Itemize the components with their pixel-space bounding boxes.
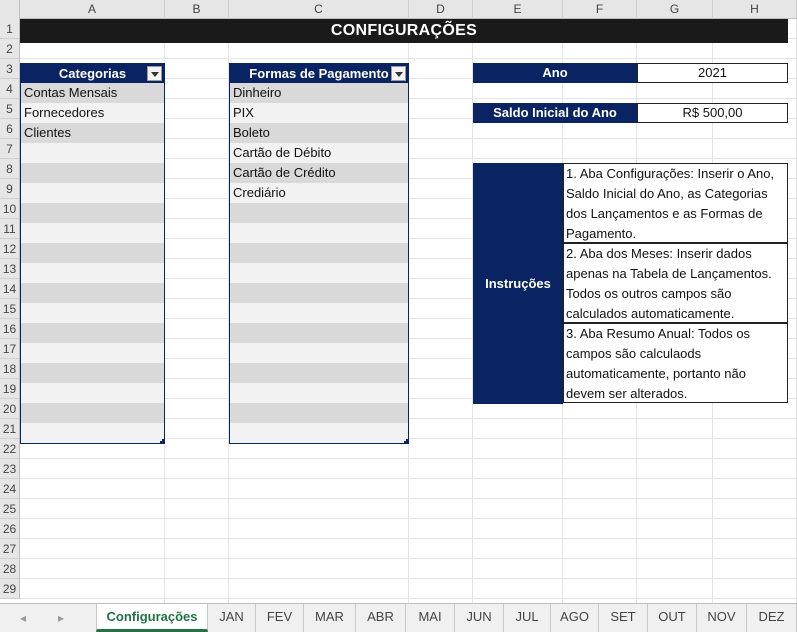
pagamento-row[interactable] — [229, 263, 409, 283]
row-header-25[interactable]: 25 — [0, 499, 20, 519]
pagamento-row[interactable] — [229, 403, 409, 423]
pagamento-row[interactable]: Cartão de Crédito — [229, 163, 409, 183]
row-header-2[interactable]: 2 — [0, 39, 20, 59]
row-header-3[interactable]: 3 — [0, 59, 20, 79]
tab-mar[interactable]: MAR — [304, 604, 356, 632]
categorias-row[interactable]: Clientes — [20, 123, 165, 143]
tab-abr[interactable]: ABR — [356, 604, 406, 632]
column-header-e[interactable]: E — [473, 0, 563, 19]
tab-jan[interactable]: JAN — [208, 604, 256, 632]
table-resize-handle-icon[interactable] — [404, 439, 408, 443]
formas-pagamento-header[interactable] — [229, 63, 409, 83]
row-header-28[interactable]: 28 — [0, 559, 20, 579]
row-header-16[interactable]: 16 — [0, 319, 20, 339]
categorias-row[interactable] — [20, 383, 165, 403]
scroll-left-icon[interactable]: ◂ — [20, 611, 27, 625]
column-header-c[interactable]: C — [229, 0, 409, 19]
ano-value-cell[interactable]: 2021 — [637, 63, 788, 83]
pagamento-row[interactable]: PIX — [229, 103, 409, 123]
categorias-row[interactable] — [20, 143, 165, 163]
tab-jun[interactable]: JUN — [455, 604, 504, 632]
table-bottom-border — [20, 443, 165, 444]
column-header-f[interactable]: F — [563, 0, 637, 19]
categorias-row[interactable] — [20, 363, 165, 383]
row-header-17[interactable]: 17 — [0, 339, 20, 359]
pagamento-row[interactable] — [229, 323, 409, 343]
categorias-row[interactable] — [20, 243, 165, 263]
tab-nov[interactable]: NOV — [697, 604, 747, 632]
categorias-row[interactable] — [20, 203, 165, 223]
pagamento-row[interactable] — [229, 203, 409, 223]
row-header-18[interactable]: 18 — [0, 359, 20, 379]
column-header-g[interactable]: G — [637, 0, 713, 19]
pagamento-row[interactable] — [229, 243, 409, 263]
categorias-row[interactable]: Contas Mensais — [20, 83, 165, 103]
row-header-9[interactable]: 9 — [0, 179, 20, 199]
row-header-23[interactable]: 23 — [0, 459, 20, 479]
row-header-13[interactable]: 13 — [0, 259, 20, 279]
column-header-b[interactable]: B — [165, 0, 229, 19]
row-header-10[interactable]: 10 — [0, 199, 20, 219]
row-header-27[interactable]: 27 — [0, 539, 20, 559]
row-header-26[interactable]: 26 — [0, 519, 20, 539]
saldo-label: Saldo Inicial do Ano — [473, 103, 637, 123]
sheet-tab-bar — [0, 603, 797, 632]
row-header-14[interactable]: 14 — [0, 279, 20, 299]
instrucao-1[interactable]: 1. Aba Configurações: Inserir o Ano, Saldo Inicial do Ano, as Categorias dos Lançamentos e as Formas de Pagamento. — [563, 163, 788, 243]
categorias-row[interactable] — [20, 163, 165, 183]
categorias-row[interactable] — [20, 343, 165, 363]
categorias-header-label: Categorias — [58, 66, 127, 81]
ano-label: Ano — [473, 63, 637, 83]
row-header-7[interactable]: 7 — [0, 139, 20, 159]
row-header-1[interactable]: 1 — [0, 19, 20, 39]
column-header-a[interactable]: A — [20, 0, 165, 19]
tab-dez[interactable]: DEZ — [747, 604, 797, 632]
pagamento-row[interactable]: Dinheiro — [229, 83, 409, 103]
categorias-row[interactable] — [20, 283, 165, 303]
saldo-value-cell[interactable]: R$ 500,00 — [637, 103, 788, 123]
row-header-19[interactable]: 19 — [0, 379, 20, 399]
tab-fev[interactable]: FEV — [256, 604, 304, 632]
categorias-row[interactable] — [20, 403, 165, 423]
page-title[interactable]: CONFIGURAÇÕES — [20, 19, 788, 43]
row-header-5[interactable]: 5 — [0, 99, 20, 119]
pagamento-row[interactable] — [229, 303, 409, 323]
column-header-d[interactable]: D — [409, 0, 473, 19]
tab-configuracoes[interactable]: Configurações — [96, 604, 208, 632]
pagamento-row[interactable]: Crediário — [229, 183, 409, 203]
tab-mai[interactable]: MAI — [406, 604, 455, 632]
filter-dropdown-icon[interactable] — [147, 66, 162, 81]
row-header-12[interactable]: 12 — [0, 239, 20, 259]
row-header-22[interactable]: 22 — [0, 439, 20, 459]
column-header-h[interactable]: H — [713, 0, 797, 19]
pagamento-row[interactable] — [229, 363, 409, 383]
pagamento-row[interactable] — [229, 223, 409, 243]
categorias-row[interactable] — [20, 263, 165, 283]
categorias-row[interactable]: Fornecedores — [20, 103, 165, 123]
instrucao-2[interactable]: 2. Aba dos Meses: Inserir dados apenas na Tabela de Lançamentos. Todos os outros campos são calculados automaticamente. — [563, 243, 788, 323]
tab-set[interactable]: SET — [599, 604, 648, 632]
pagamento-row[interactable]: Boleto — [229, 123, 409, 143]
categorias-row[interactable] — [20, 183, 165, 203]
categorias-row[interactable] — [20, 423, 165, 443]
categorias-header[interactable] — [20, 63, 165, 83]
scroll-right-icon[interactable]: ▸ — [58, 611, 65, 625]
pagamento-row[interactable] — [229, 423, 409, 443]
instrucao-3[interactable]: 3. Aba Resumo Anual: Todos os campos são calculaods automaticamente, portanto não devem ser alterados. — [563, 323, 788, 403]
table-resize-handle-icon[interactable] — [160, 439, 164, 443]
categorias-row[interactable] — [20, 223, 165, 243]
table-bottom-border — [229, 443, 409, 444]
pagamento-row[interactable] — [229, 383, 409, 403]
pagamento-row[interactable]: Cartão de Débito — [229, 143, 409, 163]
row-header-6[interactable]: 6 — [0, 119, 20, 139]
categorias-row[interactable] — [20, 323, 165, 343]
row-header-11[interactable]: 11 — [0, 219, 20, 239]
row-header-21[interactable]: 21 — [0, 419, 20, 439]
row-header-4[interactable]: 4 — [0, 79, 20, 99]
row-header-24[interactable]: 24 — [0, 479, 20, 499]
pagamento-row[interactable] — [229, 343, 409, 363]
filter-dropdown-icon[interactable] — [391, 66, 406, 81]
row-header-29[interactable]: 29 — [0, 579, 20, 599]
categorias-row[interactable] — [20, 303, 165, 323]
tab-jul[interactable]: JUL — [504, 604, 551, 632]
instrucoes-label-text: Instruções — [485, 276, 551, 291]
formas-pagamento-header-label: Formas de Pagamento — [249, 66, 389, 81]
row-header-15[interactable]: 15 — [0, 299, 20, 319]
tab-ago[interactable]: AGO — [551, 604, 599, 632]
tab-out[interactable]: OUT — [648, 604, 697, 632]
select-all-corner[interactable] — [0, 0, 20, 19]
instrucoes-label — [473, 163, 563, 404]
row-header-20[interactable]: 20 — [0, 399, 20, 419]
row-header-8[interactable]: 8 — [0, 159, 20, 179]
pagamento-row[interactable] — [229, 283, 409, 303]
